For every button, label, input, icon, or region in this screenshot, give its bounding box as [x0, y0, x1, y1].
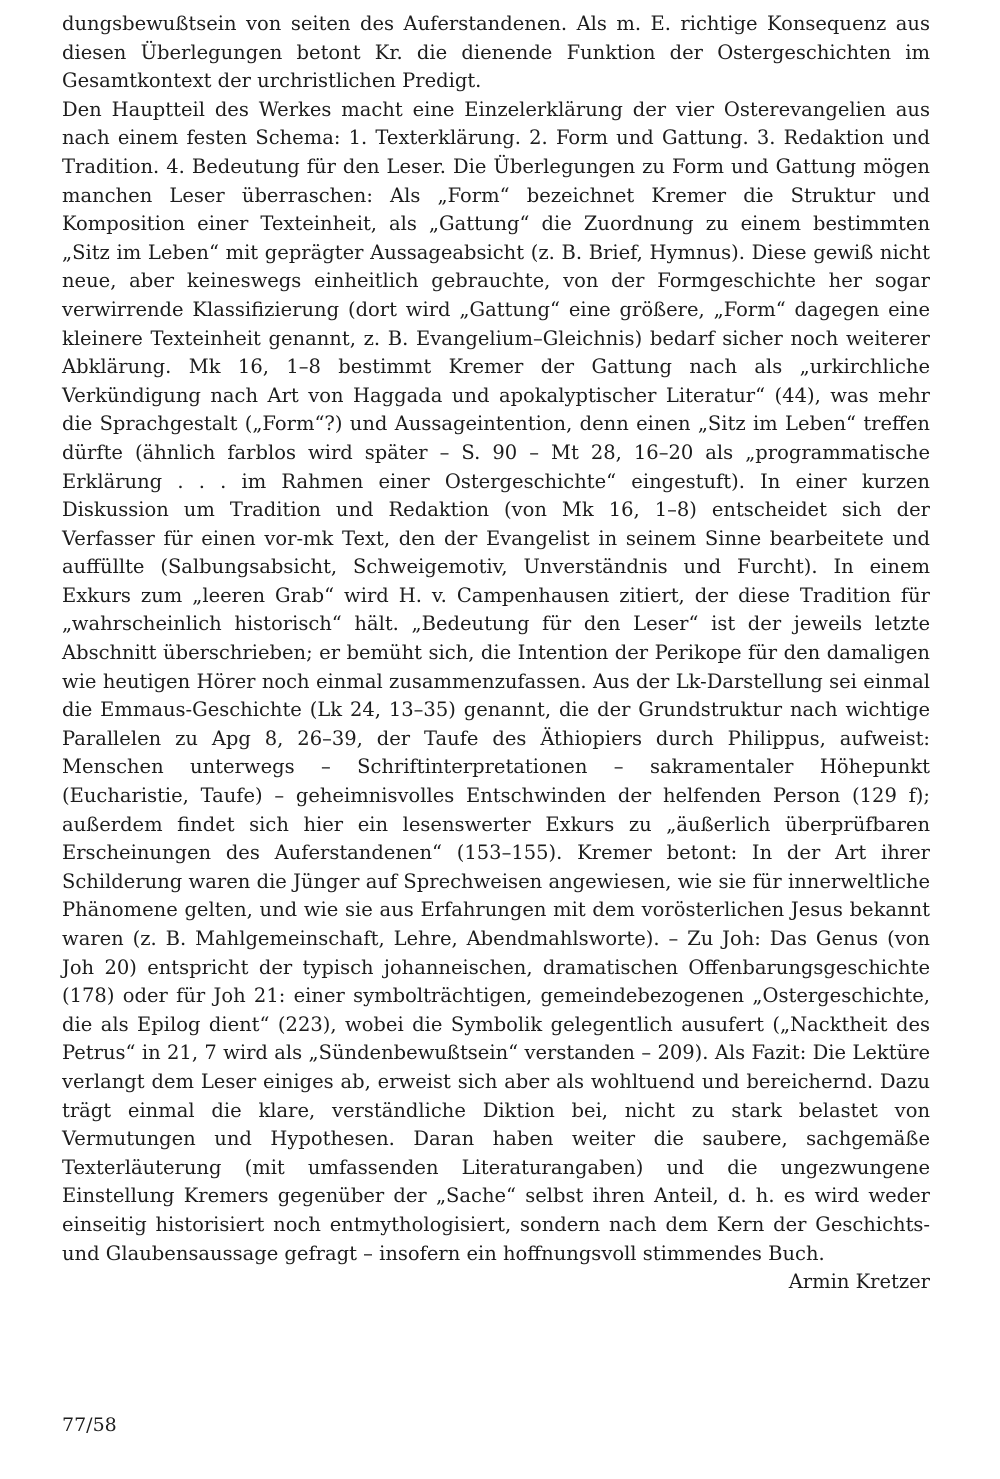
paragraph-continuation: dungsbewußtsein von seiten des Auferstandenen. Als m. E. richtige Konsequenz aus diesen Überlegungen betont Kr. die dienende Funktion der Ostergeschichten im Gesamtkontext der urchristlichen Predigt.: [62, 12, 930, 93]
author-signature: Armin Kretzer: [788, 1270, 930, 1294]
document-page: [62, 10, 930, 1297]
footer-code: 77/58: [62, 1414, 117, 1436]
paragraph-main: Den Hauptteil des Werkes macht eine Einzelerklärung der vier Osterevangelien aus nach einem festen Schema: 1. Texterklärung. 2. Form und Gattung. 3. Redaktion und Tradition. 4. Bedeutung für den Leser. Die Überlegungen zu Form und Gattung mögen manchen Leser überraschen: Als „Form“ bezeichnet Kremer die Struktur und Komposition einer Texteinheit, als „Gattung“ die Zuordnung zu einem bestimmten „Sitz im Leben“ mit geprägter Aussageabsicht (z. B. Brief, Hymnus). Diese gewiß nicht neue, aber keineswegs einheitlich gebrauchte, von der Formgeschichte her sogar verwirrende Klassifizierung (dort wird „Gattung“ eine größere, „Form“ dagegen eine kleinere Texteinheit genannt, z. B. Evangelium–Gleichnis) bedarf sicher noch weiterer Abklärung. Mk 16, 1–8 bestimmt Kremer der Gattung nach als „urkirchliche Verkündigung nach Art von Haggada und apokalyptischer Literatur“ (44), was mehr die Sprachgestalt („Form“?) und Aussageintention, denn einen „Sitz im Leben“ treffen dürfte (ähnlich farblos wird später – S. 90 – Mt 28, 16–20 als „programmatische Erklärung . . . im Rahmen einer Ostergeschichte“ eingestuft). In einer kurzen Diskussion um Tradition und Redaktion (von Mk 16, 1–8) entscheidet sich der Verfasser für einen vor-mk Text, den der Evangelist in seinem Sinne bearbeitete und auffüllte (Salbungsabsicht, Schweigemotiv, Unverständnis und Furcht). In einem Exkurs zum „leeren Grab“ wird H. v. Campenhausen zitiert, der diese Tradition für „wahrscheinlich historisch“ hält. „Bedeutung für den Leser“ ist der jeweils letzte Abschnitt überschrieben; er bemüht sich, die Intention der Perikope für den damaligen wie heutigen Hörer noch einmal zusammenzufassen. Aus der Lk-Darstellung sei einmal die Emmaus-Geschichte (Lk 24, 13–35) genannt, die der Grundstruktur nach wichtige Parallelen zu Apg 8, 26–39, der Taufe des Äthiopiers durch Philippus, aufweist: Menschen unterwegs – Schriftinterpretationen – sakramentaler Höhepunkt (Eucharistie, Taufe) – geheimnisvolles Entschwinden der helfenden Person (129 f); außerdem findet sich hier ein lesenswerter Exkurs zu „äußerlich überprüfbaren Erscheinungen des Auferstandenen“ (153–155). Kremer betont: In der Art ihrer Schilderung waren die Jünger auf Sprechweisen angewiesen, wie sie für innerweltliche Phänomene gelten, und wie sie aus Erfahrungen mit dem vorösterlichen Jesus bekannt waren (z. B. Mahlgemeinschaft, Lehre, Abendmahlsworte). – Zu Joh: Das Genus (von Joh 20) entspricht der typisch johanneischen, dramatischen Offenbarungsgeschichte (178) oder für Joh 21: einer symbolträchtigen, gemeindebezogenen „Ostergeschichte, die als Epilog dient“ (223), wobei die Symbolik gelegentlich ausufert („Nacktheit des Petrus“ in 21, 7 wird als „Sündenbewußtsein“ verstanden – 209). Als Fazit: Die Lektüre verlangt dem Leser einiges ab, erweist sich aber als wohltuend und bereichernd. Dazu trägt einmal die klare, verständliche Diktion bei, nicht zu stark belastet von Vermutungen und Hypothesen. Daran haben weiter die saubere, sachgemäße Texterläuterung (mit umfassenden Literaturangaben) und die ungezwungene Einstellung Kremers gegenüber der „Sache“ selbst ihren Anteil, d. h. es wird weder einseitig historisiert noch entmythologisiert, sondern nach dem Kern der Geschichts- und Glaubensaussage gefragt – insofern ein hoffnungsvoll stimmendes Buch.: [62, 97, 930, 1265]
